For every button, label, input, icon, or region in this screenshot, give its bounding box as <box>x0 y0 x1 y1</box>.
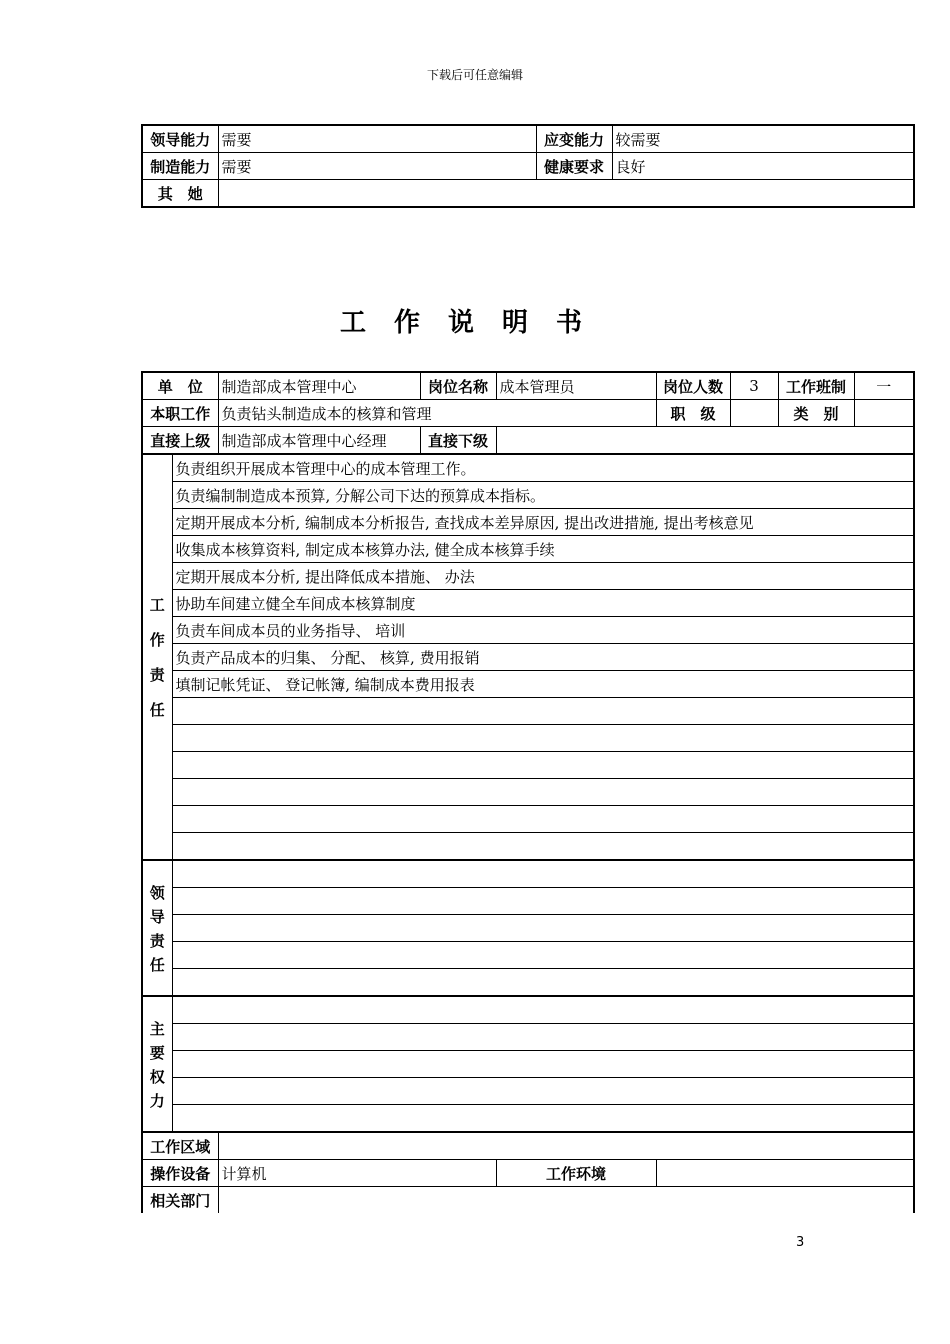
responsibility-item: 协助车间建立健全车间成本核算制度 <box>172 590 914 617</box>
page-number: 3 <box>796 1235 805 1250</box>
responsibility-item: 负责车间成本员的业务指导、 培训 <box>172 617 914 644</box>
superior-value: 制造部成本管理中心经理 <box>218 427 420 455</box>
table-row <box>142 1024 914 1051</box>
responsibility-item: 负责组织开展成本管理中心的成本管理工作。 <box>172 454 914 482</box>
header-note: 下载后可任意编辑 <box>426 68 523 82</box>
main-authority-item <box>172 1024 914 1051</box>
main-authority-item <box>172 1078 914 1105</box>
responsibility-item: 负责产品成本的归集、 分配、 核算, 费用报销 <box>172 644 914 671</box>
main-authority-label-char: 要 <box>149 1043 165 1062</box>
table-row <box>142 180 914 208</box>
table-row <box>142 779 914 806</box>
table-row <box>142 888 914 915</box>
work-area-label: 工作区域 <box>142 1132 218 1160</box>
leadership-responsibility-label-char: 责 <box>149 931 165 950</box>
other-label: 其 她 <box>142 180 218 208</box>
other-value <box>218 180 914 208</box>
table-row <box>142 1105 914 1133</box>
responsibility-item <box>172 752 914 779</box>
responsibility-label-char: 任 <box>149 701 165 719</box>
duty-value: 负责钻头制造成本的核算和管理 <box>218 400 656 427</box>
main-authority-item <box>172 996 914 1024</box>
table-row <box>142 833 914 861</box>
health-requirement-value: 良好 <box>612 153 914 180</box>
top-ability-table <box>141 124 915 208</box>
post-count-value: 3 <box>730 372 778 400</box>
main-authority-item <box>172 1051 914 1078</box>
table-row <box>142 482 914 509</box>
related-department-value <box>218 1187 914 1214</box>
work-environment-label: 工作环境 <box>496 1160 656 1187</box>
table-row <box>142 536 914 563</box>
equipment-label: 操作设备 <box>142 1160 218 1187</box>
post-name-value: 成本管理员 <box>496 372 656 400</box>
table-row <box>142 915 914 942</box>
responsibility-item <box>172 833 914 861</box>
main-authority-label-char: 权 <box>149 1067 165 1086</box>
leadership-responsibility-label-char: 任 <box>149 955 165 974</box>
subordinate-value <box>496 427 914 455</box>
related-department-label: 相关部门 <box>142 1187 218 1214</box>
responsibility-item <box>172 698 914 725</box>
main-authority-label-char: 主 <box>149 1019 165 1038</box>
table-row <box>142 590 914 617</box>
table-row <box>142 153 914 180</box>
health-requirement-label: 健康要求 <box>536 153 612 180</box>
responsibility-label <box>142 454 172 860</box>
table-row <box>142 1187 914 1214</box>
leadership-responsibility-item <box>172 888 914 915</box>
table-row <box>142 752 914 779</box>
equipment-value: 计算机 <box>218 1160 496 1187</box>
responsibility-item: 收集成本核算资料, 制定成本核算办法, 健全成本核算手续 <box>172 536 914 563</box>
table-row <box>142 806 914 833</box>
responsibility-label-char: 作 <box>149 631 165 649</box>
table-row <box>142 1078 914 1105</box>
unit-label: 单 位 <box>142 372 218 400</box>
table-row <box>142 969 914 997</box>
table-row <box>142 725 914 752</box>
leadership-responsibility-label <box>142 860 172 996</box>
leadership-responsibility-item <box>172 860 914 888</box>
adaptability-value: 较需要 <box>612 125 914 153</box>
responsibility-label-char: 工 <box>149 596 165 614</box>
manufacturing-ability-label: 制造能力 <box>142 153 218 180</box>
table-row <box>142 1160 914 1187</box>
grade-label: 职 级 <box>656 400 730 427</box>
post-count-label: 岗位人数 <box>656 372 730 400</box>
work-environment-value <box>656 1160 914 1187</box>
table-row <box>142 372 914 400</box>
page-title: 工作说明书 <box>339 308 610 338</box>
main-authority-label <box>142 996 172 1132</box>
table-row <box>142 1132 914 1160</box>
main-authority-item <box>172 1105 914 1133</box>
work-area-value <box>218 1132 914 1160</box>
adaptability-label: 应变能力 <box>536 125 612 153</box>
shift-label: 工作班制 <box>778 372 854 400</box>
superior-label: 直接上级 <box>142 427 218 455</box>
leadership-responsibility-item <box>172 942 914 969</box>
shift-value: 一 <box>854 372 914 400</box>
duty-label: 本职工作 <box>142 400 218 427</box>
table-row <box>142 942 914 969</box>
main-authority-label-char: 力 <box>149 1091 165 1110</box>
responsibility-item <box>172 725 914 752</box>
leadership-responsibility-item <box>172 969 914 997</box>
responsibility-item: 定期开展成本分析, 编制成本分析报告, 查找成本差异原因, 提出改进措施, 提出考核意见 <box>172 509 914 536</box>
post-name-label: 岗位名称 <box>420 372 496 400</box>
unit-value: 制造部成本管理中心 <box>218 372 420 400</box>
subordinate-label: 直接下级 <box>420 427 496 455</box>
manufacturing-ability-value: 需要 <box>218 153 536 180</box>
responsibility-item: 填制记帐凭证、 登记帐簿, 编制成本费用报表 <box>172 671 914 698</box>
leadership-ability-label: 领导能力 <box>142 125 218 153</box>
table-row <box>142 671 914 698</box>
table-row <box>142 125 914 153</box>
leadership-responsibility-label-char: 领 <box>149 883 165 902</box>
leadership-responsibility-label-char: 导 <box>149 907 165 926</box>
table-row <box>142 563 914 590</box>
category-label: 类 别 <box>778 400 854 427</box>
table-row <box>142 427 914 455</box>
responsibility-label-char: 责 <box>149 666 165 684</box>
category-value <box>854 400 914 427</box>
table-row <box>142 400 914 427</box>
table-row <box>142 698 914 725</box>
table-row <box>142 860 914 888</box>
responsibility-item: 负责编制制造成本预算, 分解公司下达的预算成本指标。 <box>172 482 914 509</box>
responsibility-item <box>172 779 914 806</box>
table-row <box>142 996 914 1024</box>
leadership-responsibility-item <box>172 915 914 942</box>
grade-value <box>730 400 778 427</box>
leadership-ability-value: 需要 <box>218 125 536 153</box>
responsibility-item: 定期开展成本分析, 提出降低成本措施、 办法 <box>172 563 914 590</box>
table-row <box>142 617 914 644</box>
responsibility-item <box>172 806 914 833</box>
table-row <box>142 644 914 671</box>
job-description-table <box>141 371 915 1213</box>
table-row <box>142 1051 914 1078</box>
table-row <box>142 454 914 482</box>
table-row <box>142 509 914 536</box>
